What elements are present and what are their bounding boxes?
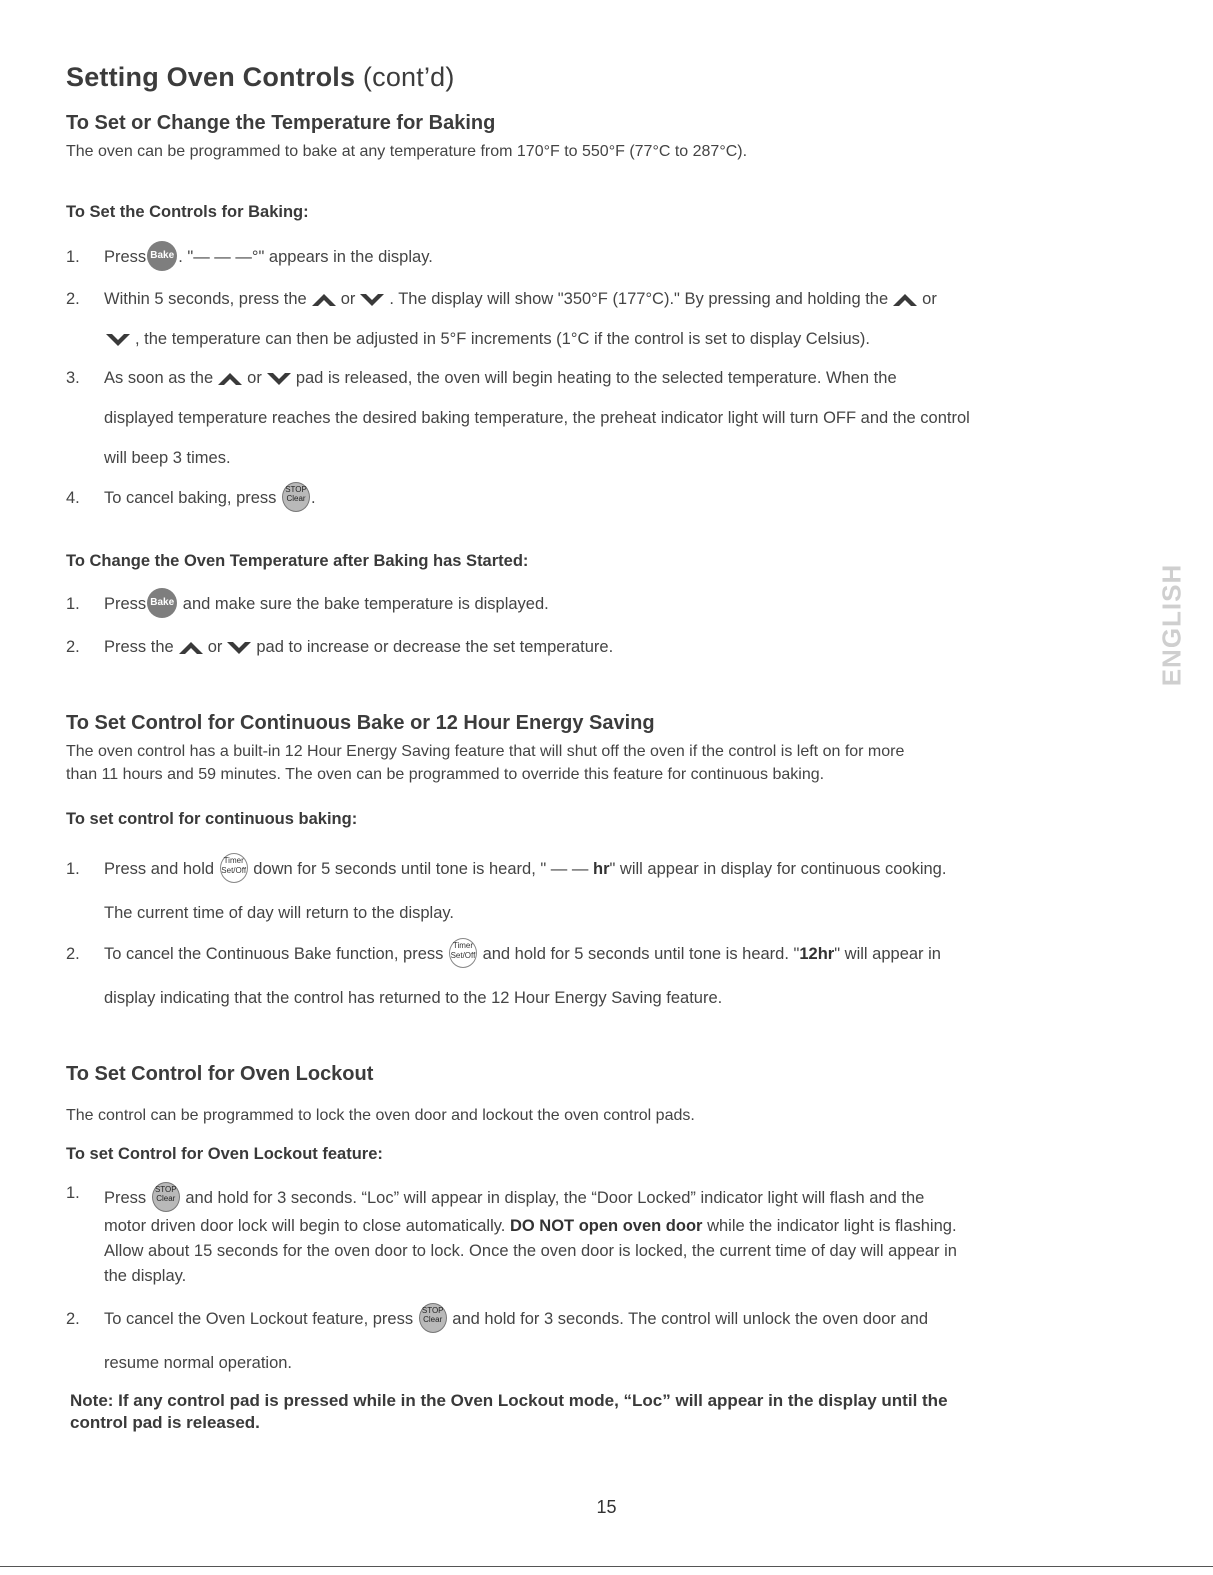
step-text: Within 5 seconds, press the [104,290,307,308]
bake-pad-icon: Bake [147,588,177,618]
up-arrow-icon [216,371,244,387]
bottom-rule [0,1566,1213,1567]
step-text: or [207,638,223,656]
language-side-tab [1155,560,1189,690]
step-number: 2. [66,638,80,656]
set-controls-heading: To Set the Controls for Baking: [66,203,309,221]
step-text: display indicating that the control has returned to the 12 Hour Energy Saving feature. [104,989,723,1007]
up-arrow-icon [891,292,919,308]
icon-label: STOP [285,484,307,494]
lockout-step-1 [66,1182,1146,1289]
timer-pad-icon [220,853,248,883]
lockout-heading: To Set Control for Oven Lockout [66,1063,374,1085]
lockout-step-2 [66,1302,1146,1380]
step-text: Press and hold [104,860,215,878]
step-text: the display. [104,1267,187,1285]
baking-step-1 [66,240,1146,274]
baking-heading: To Set or Change the Temperature for Baking [66,112,496,134]
step-number: 2. [66,290,80,308]
step-text: or [340,290,356,308]
step-text: motor driven door lock will begin to close automatically. [104,1217,506,1235]
step-text: will beep 3 times. [104,449,231,467]
para-line: than 11 hours and 59 minutes. The oven can be programmed to override this feature for continuous baking. [66,766,825,783]
step-text: Press [104,248,147,266]
note-line: Note: If any control pad is pressed while in the Oven Lockout mode, “Loc” will appear in the display until the [70,1391,948,1410]
baking-step-3 [66,361,1146,475]
baking-step-2 [66,282,1146,356]
step-number: 2. [66,1310,80,1328]
step-text: " will appear in display for continuous cooking. [609,860,947,878]
icon-label: Clear [156,1193,176,1203]
step-number: 3. [66,369,80,387]
change-temp-heading: To Change the Oven Temperature after Baking has Started: [66,552,529,570]
step-number: 4. [66,489,80,507]
step-text: or [922,290,937,308]
icon-label: STOP [421,1305,444,1315]
timer-pad-icon [449,938,477,968]
step-text: Press [104,1189,147,1207]
baking-step-4 [66,481,1146,515]
step-text: down for 5 seconds until tone is heard, " — — [253,860,589,878]
step-text: pad is released, the oven will begin heating to the selected temperature. When the [295,369,897,387]
continuous-baking-heading: To set control for continuous baking: [66,810,358,828]
step-text: , the temperature can then be adjusted in 5°F increments (1°C if the control is set to display Celsius). [135,330,870,348]
energy-step-1 [66,852,1146,930]
lockout-note [70,1390,1150,1434]
lockout-intro: The control can be programmed to lock the oven door and lockout the oven control pads. [66,1107,695,1124]
note-line: control pad is released. [70,1413,260,1432]
step-text: or [247,369,262,387]
page-title [66,62,455,93]
step-bold-text: 12hr [799,945,835,963]
step-text: " will appear in [834,945,941,963]
energy-heading: To Set Control for Continuous Bake or 12 Hour Energy Saving [66,712,655,734]
para-line: The oven control has a built-in 12 Hour Energy Saving feature that will shut off the oven if the control is left on for more [66,743,905,760]
step-text: To cancel the Continuous Bake function, press [104,945,444,963]
step-number: 1. [66,1184,80,1202]
down-arrow-icon [358,292,386,308]
step-text: displayed temperature reaches the desired baking temperature, the preheat indicator light will turn OFF and the control [104,409,970,427]
step-text: The current time of day will return to the display. [104,904,455,922]
down-arrow-icon [225,640,253,656]
step-text: and make sure the bake temperature is displayed. [182,595,549,613]
up-arrow-icon [177,640,205,656]
icon-label: Clear [423,1314,443,1324]
bake-pad-icon: Bake [147,241,177,271]
baking-intro: The oven can be programmed to bake at any temperature from 170°F to 550°F (77°C to 287°C). [66,143,748,160]
step-bold-text: DO NOT open oven door [509,1217,703,1235]
page-title-main: Setting Oven Controls [66,62,356,92]
stop-clear-pad-icon [282,482,310,512]
step-text: To cancel baking, press [104,489,277,507]
step-text: . [311,489,316,507]
change-step-2 [66,630,1146,664]
lockout-feature-heading: To set Control for Oven Lockout feature: [66,1145,383,1163]
step-text: and hold for 3 seconds. “Loc” will appear in display, the “Door Locked” indicator light will flash and the [185,1189,925,1207]
step-number: 1. [66,860,80,878]
step-text: pad to increase or decrease the set temperature. [256,638,614,656]
icon-label: Set/Off [450,950,476,960]
up-arrow-icon [310,292,338,308]
step-text: resume normal operation. [104,1354,293,1372]
step-text: . The display will show "350°F (177°C)." By pressing and holding the [389,290,889,308]
step-text: Press [104,595,147,613]
down-arrow-icon [265,371,293,387]
page-title-suffix: (cont’d) [362,62,455,92]
icon-label: Timer [223,855,244,865]
icon-label: Clear [286,493,306,503]
page-number: 15 [596,1497,617,1517]
stop-clear-pad-icon [152,1182,180,1212]
step-text: As soon as the [104,369,214,387]
down-arrow-icon [104,332,132,348]
energy-intro [66,740,904,786]
change-step-1 [66,587,1146,621]
energy-step-2 [66,937,1146,1015]
step-text: Allow about 15 seconds for the oven door to lock. Once the oven door is locked, the current time of day will appear in [104,1242,957,1260]
step-text: To cancel the Oven Lockout feature, press [104,1310,414,1328]
step-text: and hold for 5 seconds until tone is heard. " [482,945,800,963]
side-tab-label: ENGLISH [1156,563,1187,687]
step-text: Press the [104,638,174,656]
icon-label: Timer [452,940,474,950]
step-number: 1. [66,595,80,613]
step-text: . "— — —°" appears in the display. [178,248,433,266]
step-number: 1. [66,248,80,266]
icon-label: STOP [154,1184,177,1194]
step-text: and hold for 3 seconds. The control will unlock the oven door and [452,1310,929,1328]
step-bold-text: hr [592,860,610,878]
step-number: 2. [66,945,80,963]
icon-label: Set/Off [221,865,247,875]
step-text: while the indicator light is flashing. [707,1217,957,1235]
stop-clear-pad-icon [419,1303,447,1333]
